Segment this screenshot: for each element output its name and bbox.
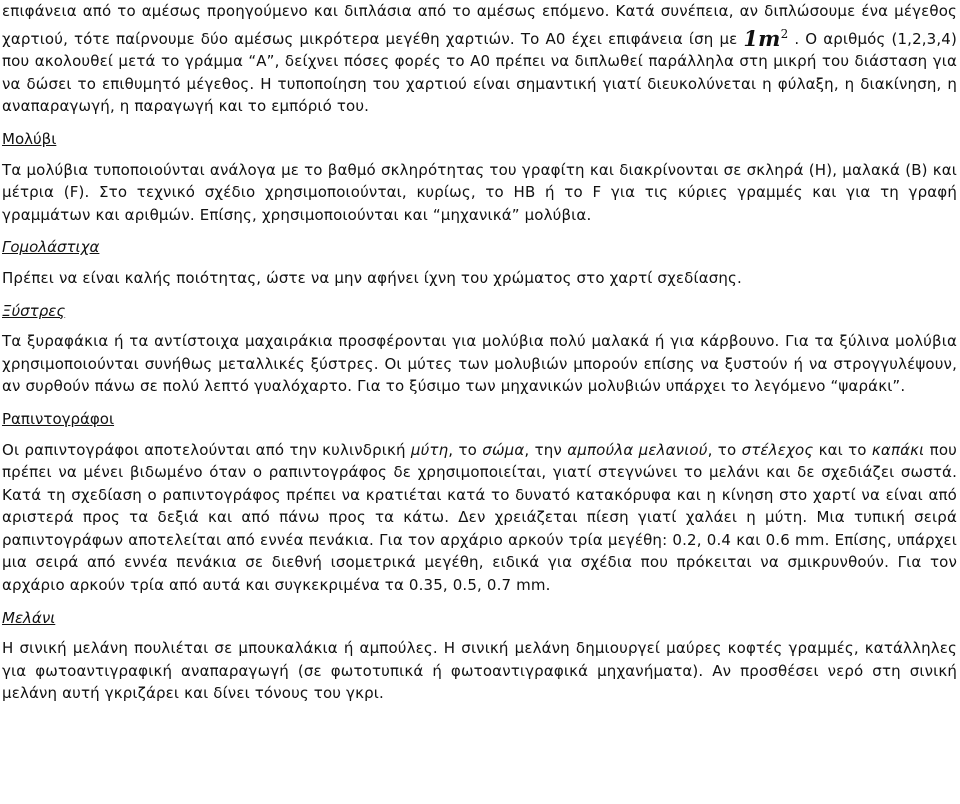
- term-body: σώμα: [482, 440, 525, 459]
- heading-ink: Μελάνι: [2, 608, 56, 627]
- rapido-text-1: Οι ραπιντογράφοι αποτελούνται από την κυλινδρική: [2, 440, 411, 459]
- intro-line2: ένα μέγεθος χαρτιού, τότε παίρνουμε δύο αμέσως μικρότερα μεγέθη χαρτιών. Το Α0 έχει επιφάνεια ίση με: [2, 2, 958, 48]
- term-cap: καπάκι: [871, 440, 925, 459]
- heading-sharpener: Ξύστρες: [2, 301, 66, 320]
- paragraph-eraser: Πρέπει να είναι καλής ποιότητας, ώστε να μην αφήνει ίχνη του χρώματος στο χαρτί σχεδίασης.: [2, 268, 742, 287]
- paragraph-sharpener: Τα ξυραφάκια ή τα αντίστοιχα μαχαιράκια προσφέρονται για μολύβια πολύ μαλακά ή για κάρβουνο. Για τα ξύλινα μολύβια χρησιμοποιούνται συνήθως μεταλλικές ξύστρες. Οι μύτες των μολυβιών μπορούν επίσης να ξυστούν ή να στρογγυλέψουν, αν συρθούν πάνω σε πολύ λεπτό γυαλόχαρτο. Για το ξύσιμο των μηχανικών μολυβιών υπάρχει το λεγόμενο “ψαράκι”.: [2, 332, 957, 396]
- area-formula-base: 1m: [743, 25, 781, 51]
- paragraph-pencil: Τα μολύβια τυποποιούνται ανάλογα με το βαθμό σκληρότητας του γραφίτη και διακρίνονται σε σκληρά (H), μαλακά (B) και μέτρια (F). Στο τεχνικό σχέδιο χρησιμοποιούνται, κυρίως, το HB ή το F για τις κύριες γραμμές και για τη γραφή γραμμάτων και αριθμών. Επίσης, χρησιμοποιούνται και “μηχανικά” μολύβια.: [2, 160, 957, 224]
- intro-line1: επιφάνεια από το αμέσως προηγούμενο και διπλάσια από το αμέσως επόμενο. Κατά συνέπεια, αν διπλώσουμε: [2, 2, 856, 20]
- intro-paragraph: [2, 0, 957, 118]
- area-formula: [743, 26, 788, 51]
- heading-rapidograph: Ραπιντογράφοι: [2, 409, 115, 428]
- paragraph-ink: Η σινική μελάνη πουλιέται σε μπουκαλάκια ή αμπούλες. Η σινική μελάνη δημιουργεί μαύρες κοφτές γραμμές, κατάλληλες για φωτοαντιγραφική αναπαραγωγή (σε φωτοτυπικά ή φωτοαντιγραφικά μηχανήματα). Αν προσθέσει νερό στη σινική μελάνη αυτή γκριζάρει και δίνει τόνους του γκρι.: [2, 639, 957, 703]
- intro-line3: . Ο αριθμός (1,2,3,4) που ακολουθεί μετά το γράμμα “Α”, δείχνει πόσες φορές το Α0 πρέπει να διπλωθεί παράλληλα στη μικρή του διάσταση για να δώσει το επιθυμητό μέγεθος. Η τυποποίηση του χαρτιού είναι σημαντική γιατί διευκολύνεται η φύλαξη, η διακίνηση, η αναπαραγωγή, η παραγωγή και το εμπόριό του.: [2, 29, 957, 116]
- paragraph-rapidograph: [2, 439, 957, 597]
- heading-eraser: Γομολάστιχα: [2, 238, 100, 257]
- term-stem: στέλεχος: [741, 440, 814, 459]
- rapido-text-5: και το: [813, 440, 872, 459]
- document-page: [2, 0, 957, 705]
- rapido-text-4: , το: [707, 440, 742, 459]
- term-ink-ampoule: αμπούλα μελανιού: [567, 440, 708, 459]
- heading-pencil: Μολύβι: [2, 129, 57, 148]
- rapido-text-2: , το: [448, 440, 483, 459]
- rapido-text-3: , την: [524, 440, 568, 459]
- rapido-text-6: που πρέπει να μένει βιδωμένο όταν ο ραπιντογράφος δε χρησιμοποιείται, γιατί στεγνώνει το μελάνι και δε σχεδιάζει σωστά. Κατά τη σχεδίαση ο ραπιντογράφος πρέπει να κρατιέται κατά το δυνατό κατακόρυφα και η κίνηση στο χαρτί να είναι από αριστερά προς τα δεξιά και από πάνω προς τα κάτω. Δεν χρειάζεται πίεση γιατί χαλάει η μύτη. Μια τυπική σειρά ραπιντογράφων αποτελείται από εννέα πενάκια. Για τον αρχάριο αρκούν τρία μεγέθη: 0.2, 0.4 και 0.6 mm. Επίσης, υπάρχει μια σειρά από εννέα πενάκια σε διεθνή ισομετρικά μεγέθη, ειδικά για σχέδια που πρόκειται να σμικρυνθούν. Για τον αρχάριο αρκούν τρία από αυτά και συγκεκριμένα τα 0.35, 0.5, 0.7 mm.: [2, 440, 958, 595]
- term-tip: μύτη: [410, 440, 449, 459]
- area-formula-exponent: 2: [780, 26, 789, 41]
